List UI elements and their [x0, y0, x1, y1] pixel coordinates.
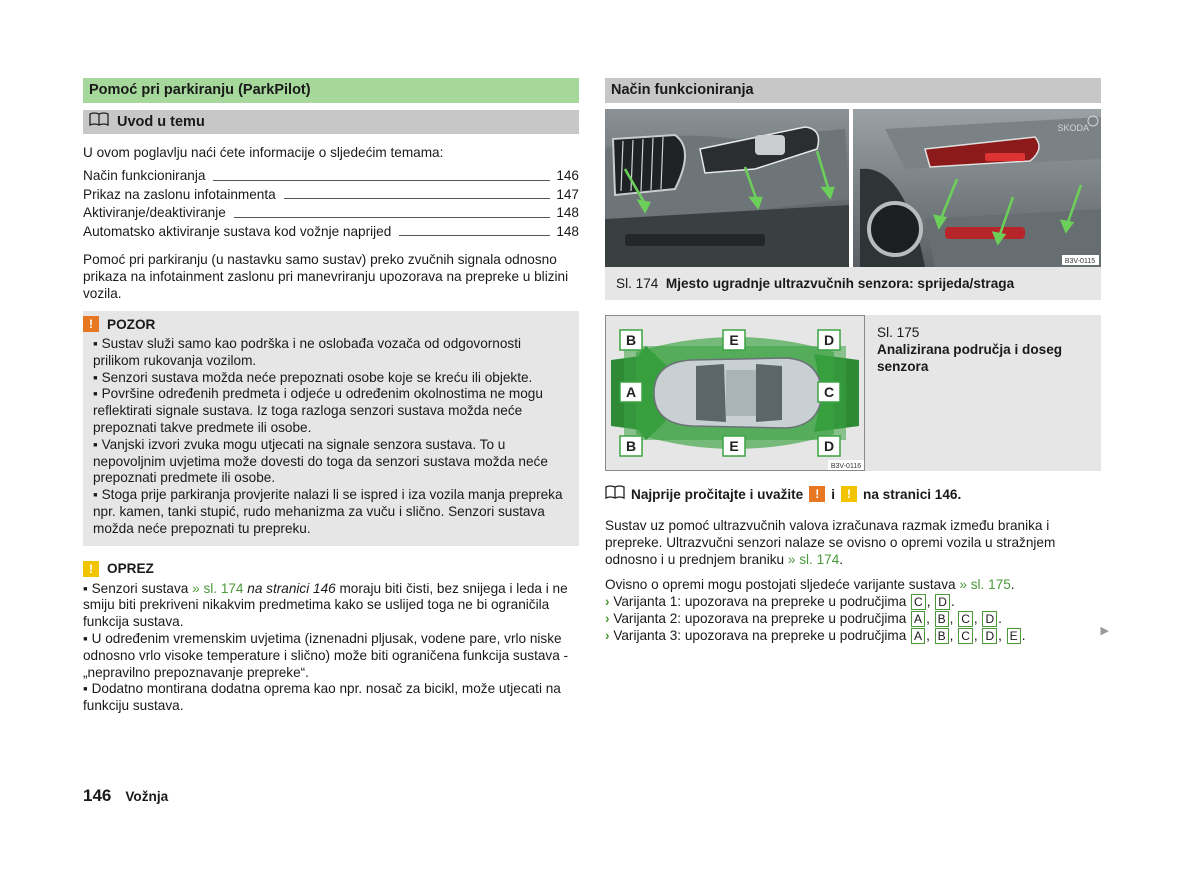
description: Pomoć pri parkiranju (u nastavku samo sustav) preko zvučnih signala odnosno prikaza na infotainment zaslonu pri manevriranju upozorava na prepreke u blizini vozila. [83, 252, 569, 301]
book-icon [605, 485, 625, 503]
list-item: ▪ Senzori sustava možda neće prepoznati osobe koje se kreću ili objekte. [93, 369, 533, 385]
intro-header [83, 110, 579, 134]
figure-link[interactable]: » sl. 174 [787, 552, 840, 567]
list-item: › Varijanta 3: upozorava na prepreke u područjima A , B , C , D , E . [605, 628, 1026, 643]
list-item: ▪ Sustav služi samo kao podrška i ne oslobađa vozača od odgovornosti prilikom rukovanja vozilom. [93, 336, 521, 368]
page-footer [83, 786, 168, 806]
list-item: › Varijanta 1: upozorava na prepreke u područjima C , D . [605, 594, 955, 609]
zone-label-e-bottom: E [729, 438, 739, 454]
intro-text: U ovom poglavlju naći ćete informacije o sljedećim temama: [83, 145, 444, 160]
read-first-note: Najprije pročitajte i uvažite ! i ! na stranici 146. [605, 485, 1101, 503]
figure-174-image [605, 109, 1101, 267]
figure-175-row [605, 315, 1101, 471]
chevron-right-icon: › [605, 628, 610, 643]
figure-175-diagram [605, 315, 865, 471]
variants-list [605, 593, 1101, 644]
zone-label-e-top: E [729, 332, 739, 348]
warning-icon: ! [809, 486, 825, 502]
caution-icon: ! [841, 486, 857, 502]
zone-label-b-bottom: B [625, 438, 637, 454]
zone-label-c: C [823, 384, 835, 400]
toc-item[interactable]: Prikaz na zaslonu infotainmenta 147 [83, 186, 579, 202]
toc-item[interactable]: Automatsko aktiviranje sustava kod vožnje naprijed 148 [83, 223, 579, 239]
zone-label-a: A [625, 384, 637, 400]
section-name: Vožnja [125, 789, 169, 804]
figure-code: B3V-0116 [830, 463, 862, 470]
caution-body [83, 581, 579, 715]
list-item: ▪ Dodatno montirana dodatna oprema kao npr. nosač za bicikl, može utjecati na funkciju sustava. [83, 681, 561, 714]
right-column [605, 78, 1109, 644]
figure-link[interactable]: » sl. 175 [959, 577, 1011, 592]
list-item: ▪ Stoga prije parkiranja provjerite nalazi li se ispred i iza vozila manja prepreka npr. kamen, tanki stupić, rudo mehanizma za vuču i slično. Senzori sustava možda neće prepoznati tu prepreku. [93, 487, 563, 536]
figure-link[interactable]: » sl. 174 [192, 580, 244, 596]
list-item: › Varijanta 2: upozorava na prepreke u područjima A , B , C , D . [605, 611, 1002, 626]
figure-174-caption: Sl. 174 Mjesto ugradnje ultrazvučnih senzora: sprijeda/straga [605, 267, 1101, 300]
left-column [83, 78, 579, 715]
list-item: ▪ Senzori sustava » sl. 174 na stranici 146 moraju biti čisti, bez snijega i leda i ne smiju biti prekriveni nikakvim predmetima kako se uslijed toga ne bi ograničila funkcija sustava. [83, 580, 568, 630]
car-sensor-photo [605, 109, 1101, 267]
intro-header-label: Uvod u temu [117, 114, 205, 130]
section-title-right: Način funkcioniranja [605, 78, 1101, 103]
chevron-right-icon: › [605, 594, 610, 609]
toc-item[interactable]: Aktiviranje/deaktiviranje 148 [83, 205, 579, 220]
caution-icon: ! [83, 561, 99, 577]
zone-label-d-top: D [823, 332, 835, 348]
paragraph-2: Ovisno o opremi mogu postojati sljedeće varijante sustava » sl. 175. [605, 577, 1015, 592]
chevron-right-icon: › [605, 611, 610, 626]
page-number: 146 [83, 786, 112, 805]
toc-item[interactable]: Način funkcioniranja 146 [83, 168, 579, 183]
zone-label-b-top: B [625, 332, 637, 348]
table-of-contents [83, 167, 579, 241]
figure-code: B3V-0115 [1064, 258, 1096, 265]
brand-text: SKODA [1057, 123, 1089, 133]
caution-box [83, 560, 579, 715]
list-item: ▪ Površine određenih predmeta i odjeće u određenim okolnostima ne mogu reflektirati signale sustava. Iz toga razloga senzori sustava možda neće prepoznati takve predmete ili osobe. [93, 386, 543, 435]
warning-title: ! POZOR [83, 315, 569, 333]
warning-icon: ! [83, 316, 99, 332]
warning-box [83, 311, 579, 546]
list-item: ▪ Vanjski izvori zvuka mogu utjecati na signale senzora sustava. To u nepovoljnim uvjetima može dovesti do toga da senzori sustava možda neće prepoznati predmete ili osobe. [93, 436, 548, 486]
zone-label-d-bottom: D [823, 438, 835, 454]
continue-arrow-icon: ▶ [1100, 625, 1109, 637]
section-title: Pomoć pri parkiranju (ParkPilot) [83, 78, 579, 103]
sensor-zones-diagram [606, 316, 864, 470]
list-item: ▪ U određenim vremenskim uvjetima (iznenadni pljusak, vodene pare, vrlo niske odnosno vrlo visoke temperature i slično) može biti ograničena funkcija sustava - „nepravilno prepoznavanje prepreke“. [83, 630, 569, 680]
book-icon [89, 110, 109, 134]
caution-title: ! OPREZ [83, 560, 579, 578]
warning-body [83, 336, 569, 538]
figure-175-caption: Sl. 175 Analizirana područja i doseg senzora [865, 315, 1101, 471]
paragraph-1: Sustav uz pomoć ultrazvučnih valova izračunava razmak između branika i prepreke. Ultrazvučni senzori nalaze se ovisno o opremi vozila u stražnjem odnosno i u prednjem braniku » sl. 174. [605, 518, 1056, 567]
